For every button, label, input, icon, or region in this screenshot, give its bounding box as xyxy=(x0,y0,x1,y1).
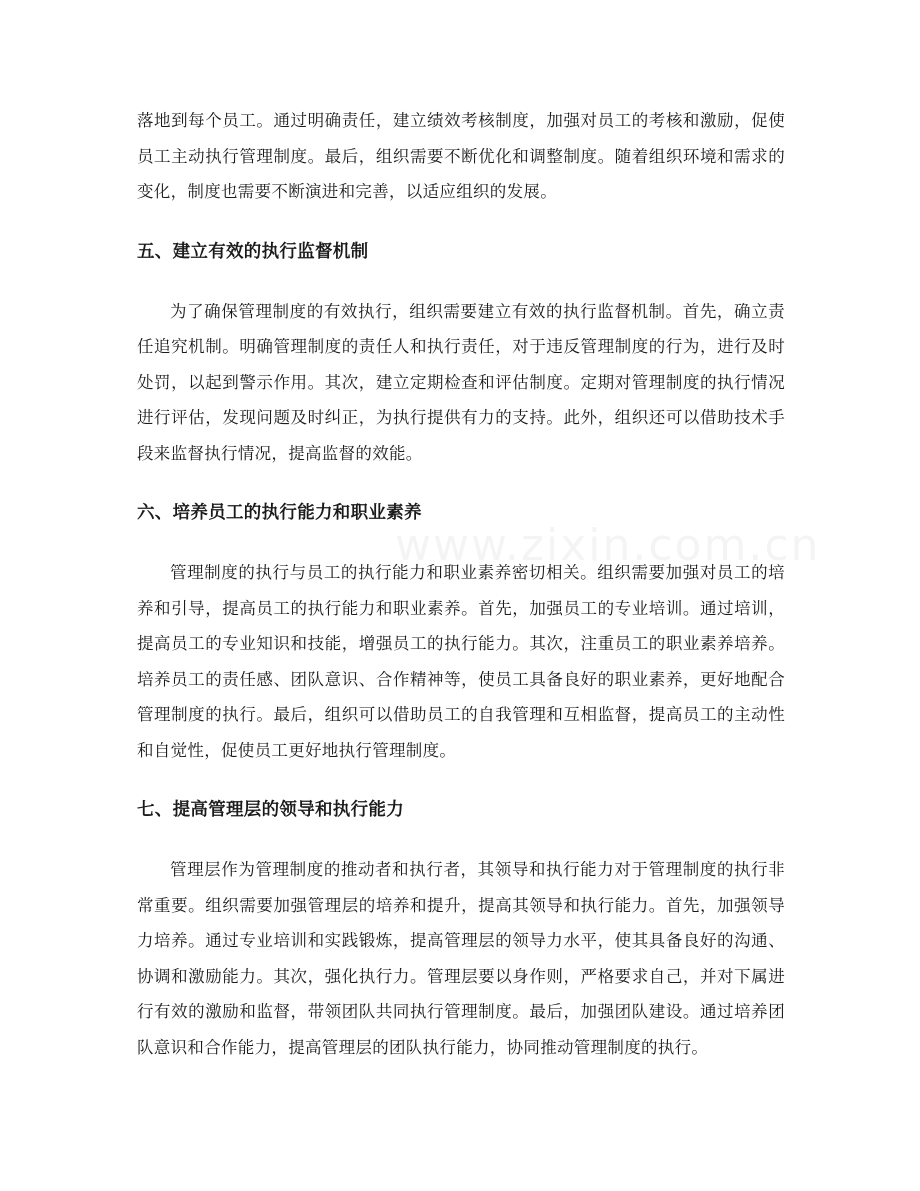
section-6-heading: 六、培养员工的执行能力和职业素养 xyxy=(137,503,422,523)
spacer xyxy=(137,531,785,555)
section-7-heading: 七、提高管理层的领导和执行能力 xyxy=(137,800,404,820)
section-5-body: 为了确保管理制度的有效执行，组织需要建立有效的执行监督机制。首先，确立责任追究机制。明确管理制度的责任人和执行责任，对于违反管理制度的行为，进行及时处罚，以起到警示作用。其次，建立定期检查和评估制度。定期对管理制度的执行情况进行评估，发现问题及时纠正，为执行提供有力的支持。此外，组织还可以借助技术手段来监督执行情况，提高监督的效能。 xyxy=(137,301,785,463)
spacer xyxy=(137,768,785,793)
spacer xyxy=(137,828,785,852)
section-5-heading: 五、建立有效的执行监督机制 xyxy=(137,241,369,262)
spacer xyxy=(137,270,785,294)
spacer xyxy=(137,210,785,235)
document-page xyxy=(137,103,785,1065)
intro-paragraph: 落地到每个员工。通过明确责任，建立绩效考核制度，加强对员工的考核和激励，促使员工主动执行管理制度。最后，组织需要不断优化和调整制度。随着组织环境和需求的变化，制度也需要不断演进和完善，以适应组织的发展。 xyxy=(137,111,785,201)
spacer xyxy=(137,471,785,496)
section-7-body: 管理层作为管理制度的推动者和执行者，其领导和执行能力对于管理制度的执行非常重要。组织需要加强管理层的培养和提升，提高其领导和执行能力。首先，加强领导力培养。通过专业培训和实践锻炼，提高管理层的领导力水平，使其具备良好的沟通、协调和激励能力。其次，强化执行力。管理层要以身作则，严格要求自己，并对下属进行有效的激励和监督，带领团队共同执行管理制度。最后，加强团队建设。通过培养团队意识和合作能力，提高管理层的团队执行能力，协同推动管理制度的执行。 xyxy=(137,860,785,1057)
section-6-body: 管理制度的执行与员工的执行能力和职业素养密切相关。组织需要加强对员工的培养和引导，提高员工的执行能力和职业素养。首先，加强员工的专业培训。通过培训，提高员工的专业知识和技能，增强员工的执行能力。其次，注重员工的职业素养培养。培养员工的责任感、团队意识、合作精神等，使员工具备良好的职业素养，更好地配合管理制度的执行。最后，组织可以借助员工的自我管理和互相监督，提高员工的主动性和自觉性，促使员工更好地执行管理制度。 xyxy=(137,563,785,760)
